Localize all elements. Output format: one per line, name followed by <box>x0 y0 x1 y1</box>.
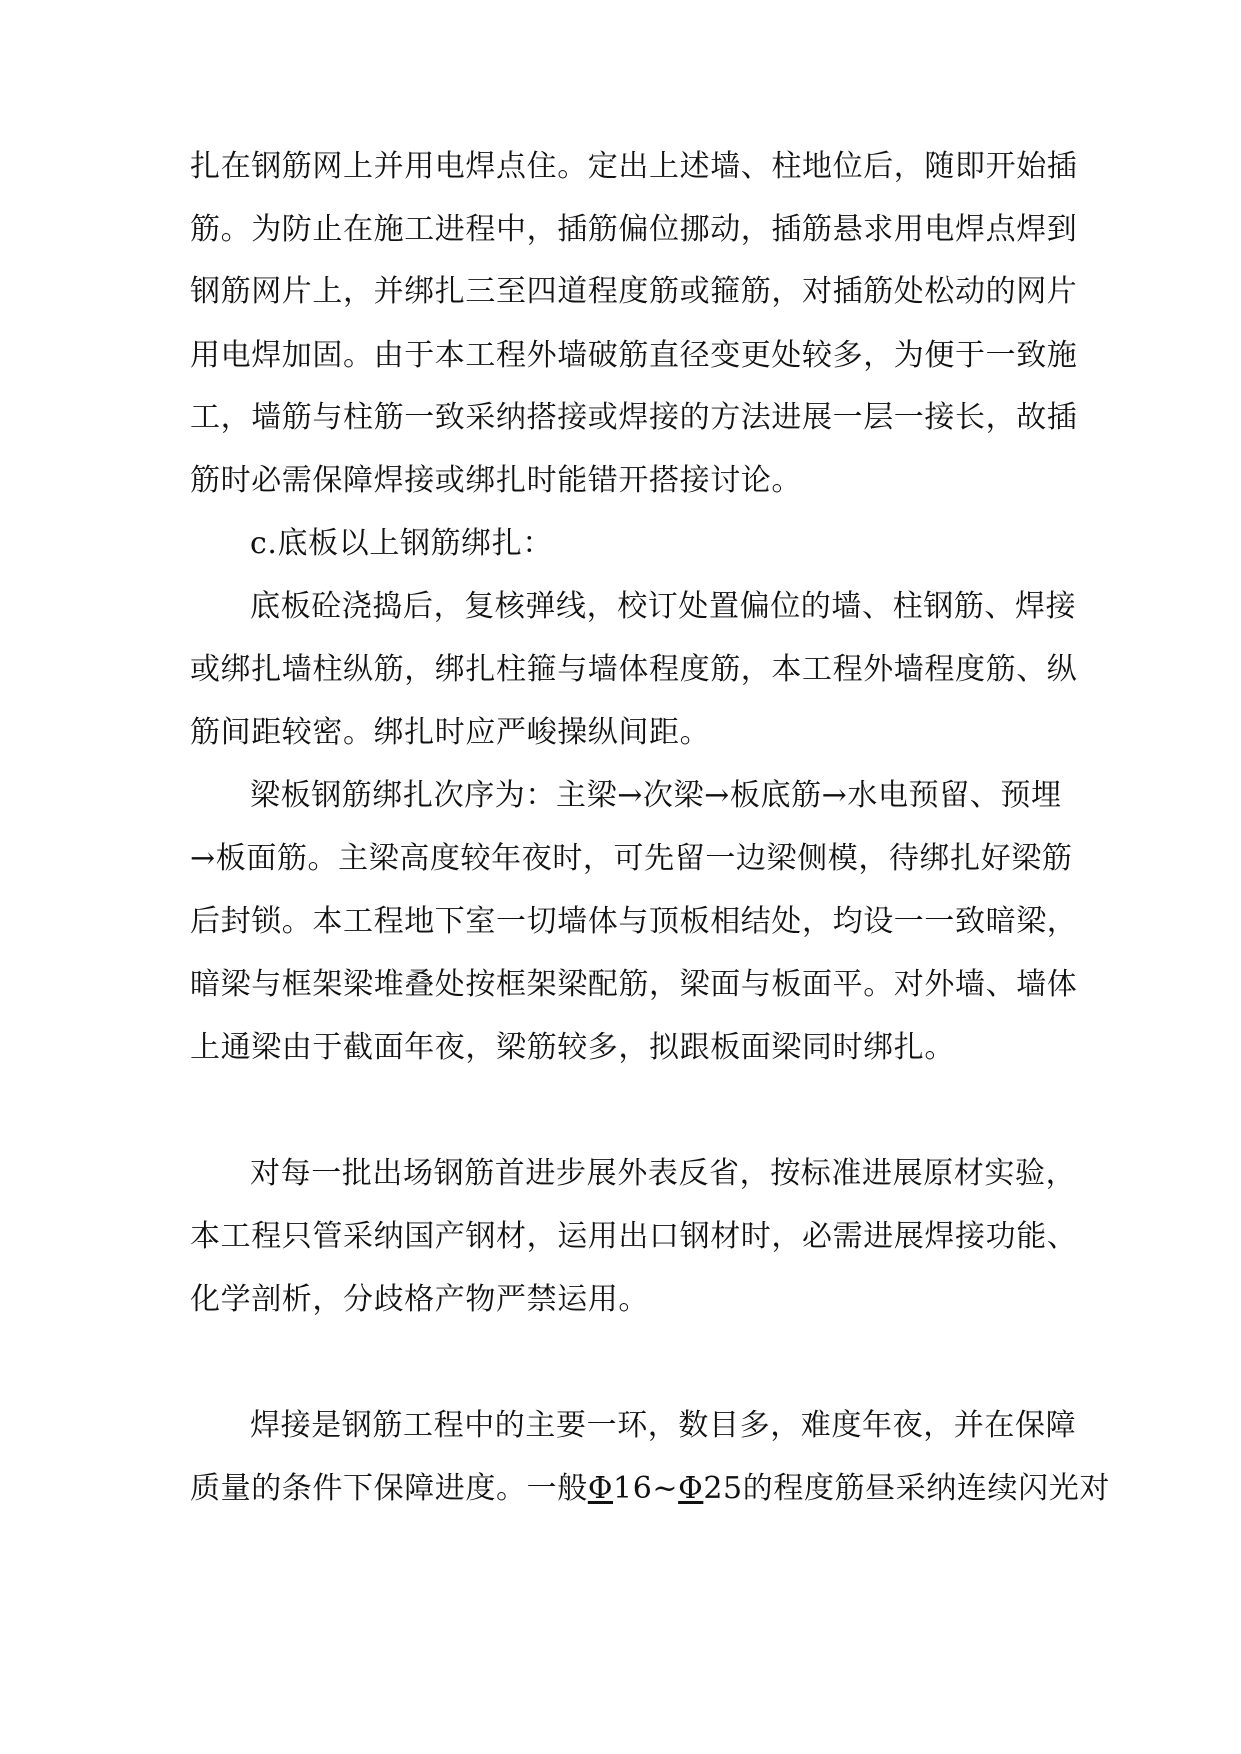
text-line-9: 或绑扎墙柱纵筋，绑扎柱箍与墙体程度筋，本工程外墙程度筋、纵 <box>190 652 1078 687</box>
text-line-19: 焊接是钢筋工程中的主要一环，数目多，难度年夜，并在保障 <box>250 1408 1077 1443</box>
text-line-16: 对每一批出场钢筋首进步展外表反省，按标准进展原材实验， <box>250 1156 1077 1191</box>
text-line-20-part2: 25的程度筋昼采纳连续闪光对 <box>703 1471 1110 1506</box>
rebar-size-1: 16~ <box>613 1471 679 1506</box>
text-line-11: 梁板钢筋绑扎次序为：主梁→次梁→板底筋→水电预留、预埋 <box>250 778 1062 813</box>
text-line-4: 用电焊加固。由于本工程外墙破筋直径变更处较多，为便于一致施 <box>190 338 1078 373</box>
text-line-15: 上通梁由于截面年夜，梁筋较多，拟跟板面梁同时绑扎。 <box>190 1030 955 1065</box>
text-line-3: 钢筋网片上，并绑扎三至四道程度筋或箍筋，对插筋处松动的网片 <box>190 274 1078 309</box>
text-line-20-part1: 质量的条件下保障进度。一般 <box>190 1471 588 1506</box>
text-line-20 <box>190 1469 1110 1509</box>
text-line-1: 扎在钢筋网上并用电焊点住。定出上述墙、柱地位后，随即开始插 <box>190 149 1078 184</box>
text-line-2: 筋。为防止在施工进程中，插筋偏位挪动，插筋悬求用电焊点焊到 <box>190 212 1078 247</box>
rebar-symbol-2: Φ <box>678 1471 704 1506</box>
text-line-12: →板面筋。主梁高度较年夜时，可先留一边梁侧模，待绑扎好梁筋 <box>190 841 1073 876</box>
text-line-10: 筋间距较密。绑扎时应严峻操纵间距。 <box>190 715 711 750</box>
text-line-6: 筋时必需保障焊接或绑扎时能错开搭接讨论。 <box>190 463 802 498</box>
text-line-8: 底板砼浇捣后，复核弹线，校订处置偏位的墙、柱钢筋、焊接 <box>250 589 1077 624</box>
section-heading-c: c.底板以上钢筋绑扎： <box>250 526 553 561</box>
text-line-5: 工，墙筋与柱筋一致采纳搭接或焊接的方法进展一层一接长，故插 <box>190 400 1078 435</box>
text-line-18: 化学剖析，分歧格产物严禁运用。 <box>190 1282 649 1317</box>
text-line-14: 暗梁与框架梁堆叠处按框架梁配筋，梁面与板面平。对外墙、墙体 <box>190 967 1078 1002</box>
text-line-17: 本工程只管采纳国产钢材，运用出口钢材时，必需进展焊接功能、 <box>190 1219 1078 1254</box>
text-line-13: 后封锁。本工程地下室一切墙体与顶板相结处，均设一一致暗梁， <box>190 904 1078 939</box>
rebar-symbol-1: Φ <box>587 1471 614 1506</box>
